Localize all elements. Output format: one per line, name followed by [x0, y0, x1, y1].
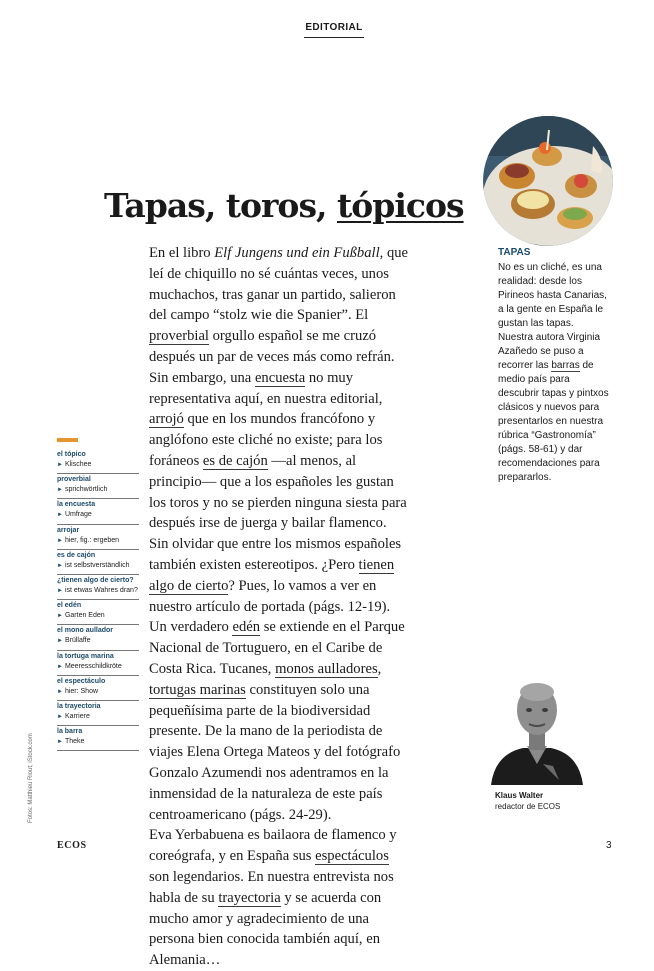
glossary-term: ¿tienen algo de cierto? — [57, 576, 134, 584]
glossary-translation: ► ist selbstverständlich — [57, 561, 130, 569]
glossary-term: es de cajón — [57, 551, 96, 559]
glossary-entry — [57, 600, 139, 625]
glossary-term-link: encuesta — [254, 369, 306, 386]
arrow-right-icon: ► — [57, 638, 63, 645]
page-title: Tapas, toros, tópicos — [104, 186, 464, 225]
author-portrait — [483, 668, 591, 785]
glossary-term-link: tortugas marinas — [149, 681, 246, 698]
glossary-entry — [57, 726, 139, 751]
glossary-entry — [57, 575, 139, 600]
glossary-translation: ► hier, fig.: ergeben — [57, 536, 120, 544]
glossary-term-link: es de cajón — [202, 452, 268, 469]
photo-credit: Fotos: Matthieu Riout; iStock.com — [28, 733, 34, 823]
arrow-right-icon: ► — [57, 713, 63, 720]
glossary-translation: ► Umfrage — [57, 511, 92, 519]
glossary-term: la trayectoria — [57, 702, 101, 710]
author-name: Klaus Walter — [495, 791, 544, 800]
paragraph: En el libro Elf Jungens und ein Fußball, que leí de chiquillo no sé cuántas veces, unos muchachos, tras ganar un partido, salieron del campo “stolz wie die Spanier”. El proverbial orgullo español se me cruzó después un par de veces más como refrán. Sin embargo, una encuesta no muy representativa aquí, en nuestra editorial, arrojó que en los mundos francófono y anglófono este cliché no existe; para los foráneos es de cajón —al menos, al principio— que a los españoles les gustan los toros y no se pierden ninguna siesta para después irse de juerga y bailar flamenco. — [149, 245, 409, 532]
glossary-term: la barra — [57, 728, 83, 736]
paragraph: Un verdadero edén se extiende en el Parque Nacional de Tortuguero, en el Caribe de Costa Rica. Tucanes, monos aulladores, tortugas marinas constituyen solo una pequeñísima parte de la biodiversidad presente. De la mano de la periodista de viajes Elena Ortega Mateos y del fotógrafo Gonzalo Azumendi nos adentramos en la inmensidad de la naturaleza de este país centroamericano (págs. 24-29). — [149, 619, 405, 823]
sidebar-body: No es un cliché, es una realidad: desde los Pirineos hasta Canarias, a la gente en España le gustan las tapas. Nuestra autora Virginia Azañedo se puso a recorrer las barras de medio país para descubrir tapas y pintxos clásicos y nuevos para presentarlos en nuestra rúbrica “Gastronomía” (págs. 58-61) y dar recomendaciones para prepararlos. — [498, 262, 609, 483]
arrow-right-icon: ► — [57, 688, 63, 695]
glossary-term: el edén — [57, 602, 82, 610]
author-role: redactor de ECOS — [495, 802, 561, 811]
glossary-entry — [57, 474, 139, 499]
glossary-term: la tortuga marina — [57, 652, 114, 660]
glossary-translation: ► Garten Eden — [57, 612, 105, 620]
paragraph: Eva Yerbabuena es bailaora de flamenco y coreógrafa, y en España sus espectáculos son legendarios. En nuestra entrevista nos habla de su trayectoria y se acuerda con mucho amor y agradecimiento de una persona bien conocida también aquí, en Alemania… — [149, 827, 397, 969]
arrow-right-icon: ► — [57, 487, 63, 494]
glossary-translation: ► hier: Show — [57, 687, 99, 695]
arrow-right-icon: ► — [57, 562, 63, 569]
glossary-term-link: tienen algo de cierto — [149, 556, 395, 594]
glossary-term-link: edén — [232, 619, 261, 636]
section-rule — [304, 37, 364, 38]
arrow-right-icon: ► — [57, 613, 63, 620]
book-title: Elf Jungens und ein Fußball — [214, 245, 380, 261]
glossary-term-link: trayectoria — [218, 889, 281, 906]
glossary-term-link: monos aulladores — [275, 660, 378, 677]
glossary-entry — [57, 625, 139, 650]
glossary-entry — [57, 550, 139, 575]
arrow-right-icon: ► — [57, 663, 63, 670]
glossary-term: proverbial — [57, 476, 91, 484]
glossary-term: arrojar — [57, 526, 80, 534]
glossary-entry — [57, 449, 139, 474]
sidebar-title: TAPAS — [498, 247, 531, 258]
section-label: EDITORIAL — [305, 22, 363, 33]
glossary-term: la encuesta — [57, 501, 96, 509]
tapas-photo — [483, 116, 613, 246]
glossary-term-link: espectáculos — [315, 848, 389, 865]
arrow-right-icon: ► — [57, 537, 63, 544]
arrow-right-icon: ► — [57, 462, 63, 468]
arrow-right-icon: ► — [57, 739, 63, 746]
glossary-translation: ► sprichwörtlich — [57, 486, 108, 494]
glossary-entry — [57, 525, 139, 550]
glossary-translation: ► Karriere — [57, 712, 90, 720]
glossary-entry — [57, 651, 139, 676]
glossary — [57, 449, 139, 751]
glossary-translation: ► Meeresschildkröte — [57, 662, 122, 670]
glossary-entry — [57, 499, 139, 524]
magazine-name: ECOS — [57, 840, 87, 851]
paragraph: Sin olvidar que entre los mismos españoles también existen estereotipos. ¿Pero tienen algo de cierto? Pues, lo vamos a ver en nuestro artículo de portada (págs. 12-19). — [149, 536, 402, 615]
glossary-term: el tópico — [57, 451, 86, 458]
glossary-translation: ► Klischee — [57, 461, 92, 468]
glossary-term-link: arrojó — [149, 411, 184, 428]
glossary-term-link: barras — [551, 360, 580, 371]
glossary-accent-bar — [57, 438, 78, 442]
editorial-body — [149, 243, 411, 971]
glossary-translation: ► Theke — [57, 738, 85, 746]
arrow-right-icon: ► — [57, 512, 63, 519]
glossary-translation: ► ist etwas Wahres dran? — [57, 586, 138, 594]
glossary-term: el mono aullador — [57, 627, 114, 635]
glossary-entry — [57, 676, 139, 701]
glossary-translation: ► Brüllaffe — [57, 637, 91, 645]
glossary-entry — [57, 701, 139, 726]
glossary-term-link: proverbial — [149, 328, 209, 345]
glossary-term: el espectáculo — [57, 677, 106, 685]
arrow-right-icon: ► — [57, 587, 63, 594]
page-number: 3 — [606, 840, 612, 851]
